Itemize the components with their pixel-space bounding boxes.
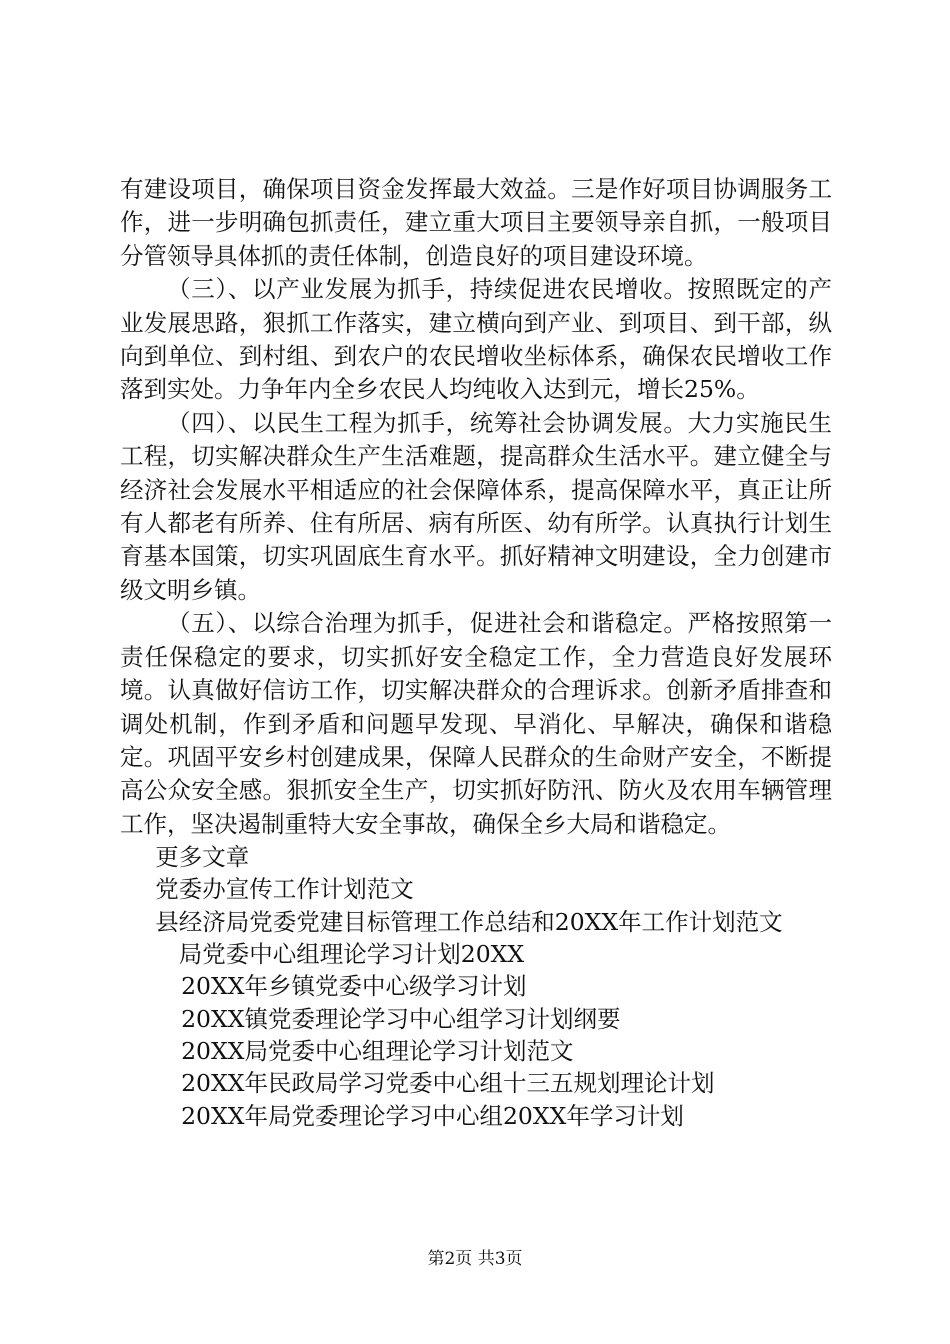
more-article-link[interactable]: 20XX年民政局学习党委中心组十三五规划理论计划 bbox=[181, 1069, 715, 1098]
more-article-link[interactable]: 20XX年局党委理论学习中心组20XX年学习计划 bbox=[181, 1101, 684, 1130]
paragraph-section-4: （四）、以民生工程为抓手，统筹社会协调发展。大力实施民生工程，切实解决群众生产生活难题，提高群众生活水平。建立健全与经济社会发展水平相适应的社会保障体系，提高保障水平，真正让所有人都老有所养、住有所居、病有所医、幼有所学。认真执行计划生育基本国策，切实巩固底生育水平。抓好精神文明建设，全力创建市级文明乡镇。 bbox=[120, 408, 832, 604]
paragraph-section-3: （三）、以产业发展为抓手，持续促进农民增收。按照既定的产业发展思路，狠抓工作落实，建立横向到产业、到项目、到干部，纵向到单位、到村组、到农户的农民增收坐标体系，确保农民增收工作落到实处。力争年内全乡农民人均纯收入达到元，增长25%。 bbox=[120, 275, 832, 404]
more-article-link[interactable]: 20XX年乡镇党委中心级学习计划 bbox=[181, 972, 527, 1001]
page-number-label: 第2页 共3页 bbox=[427, 1249, 523, 1269]
paragraph-section-5: （五）、以综合治理为抓手，促进社会和谐稳定。严格按照第一责任保稳定的要求，切实抓好安全稳定工作，全力营造良好发展环境。认真做好信访工作，切实解决群众的合理诉求。创新矛盾排查和调处机制，作到矛盾和问题早发现、早消化、早解决，确保和谐稳定。巩固平安乡村创建成果，保障人民群众的生命财产安全，不断提高公众安全感。狠抓安全生产，切实抓好防汛、防火及农用车辆管理工作，坚决遏制重特大安全事故，确保全乡大局和谐稳定。 bbox=[120, 609, 832, 838]
more-articles-section bbox=[120, 841, 832, 1132]
page-footer bbox=[0, 1244, 950, 1269]
more-article-link[interactable]: 20XX镇党委理论学习中心组学习计划纲要 bbox=[181, 1004, 621, 1033]
more-article-link[interactable]: 党委办宣传工作计划范文 bbox=[155, 875, 414, 904]
paragraph-continuation: 有建设项目，确保项目资金发挥最大效益。三是作好项目协调服务工作，进一步明确包抓责任，建立重大项目主要领导亲自抓，一般项目分管领导具体抓的责任体制，创造良好的项目建设环境。 bbox=[120, 175, 832, 270]
more-article-link[interactable]: 20XX局党委中心组理论学习计划范文 bbox=[181, 1036, 574, 1065]
more-articles-heading: 更多文章 bbox=[155, 843, 250, 872]
more-article-link[interactable]: 局党委中心组理论学习计划20XX bbox=[178, 940, 525, 969]
more-article-link[interactable]: 县经济局党委党建目标管理工作总结和20XX年工作计划范文 bbox=[155, 907, 783, 936]
document-body bbox=[120, 173, 832, 1132]
